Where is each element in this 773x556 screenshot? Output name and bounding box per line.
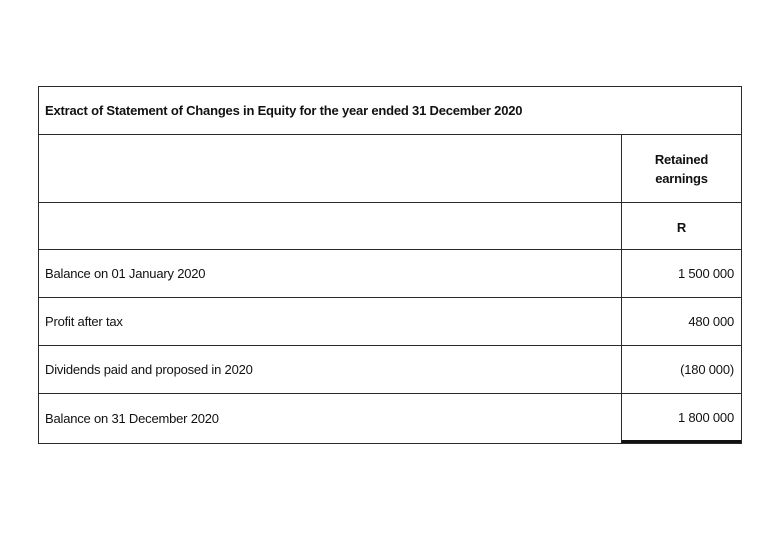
row-value: 1 500 000 — [621, 250, 741, 297]
row-label: Dividends paid and proposed in 2020 — [45, 362, 253, 377]
currency-symbol: R — [621, 203, 741, 249]
row-label: Balance on 01 January 2020 — [45, 266, 206, 281]
column-header-row — [39, 135, 741, 203]
empty-currency-label-cell — [39, 203, 621, 249]
retained-earnings-header-line1: Retained — [654, 151, 709, 167]
row-value: (180 000) — [621, 346, 741, 393]
row-label: Balance on 31 December 2020 — [45, 411, 219, 426]
retained-earnings-header — [621, 135, 741, 202]
currency-row — [39, 203, 741, 250]
row-value: 480 000 — [621, 298, 741, 345]
row-label: Profit after tax — [45, 314, 123, 329]
table-row-opening-balance — [39, 250, 741, 298]
table-row-closing-balance — [39, 394, 741, 443]
table-row-dividends — [39, 346, 741, 394]
empty-header-label-cell — [39, 135, 621, 202]
equity-statement-table — [38, 86, 742, 444]
table-row-profit-after-tax — [39, 298, 741, 346]
statement-title: Extract of Statement of Changes in Equity for the year ended 31 December 2020 — [39, 87, 741, 135]
closing-balance-total: 1 800 000 — [621, 393, 741, 443]
retained-earnings-header-line2: earnings — [655, 170, 708, 186]
